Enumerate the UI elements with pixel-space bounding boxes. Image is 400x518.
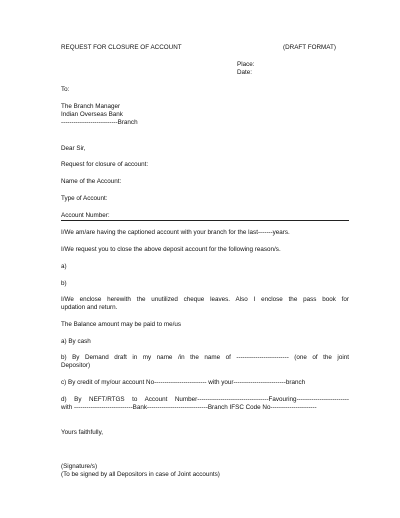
salutation: Dear Sir, xyxy=(61,145,86,152)
account-number-underline xyxy=(61,220,349,221)
neft-text-1: d) By NEFT/RTGS to Account Number----------------------------------Favouring------------------------- xyxy=(61,396,349,403)
paragraph-enclosures-line-2: updation and return. xyxy=(61,304,118,311)
account-number-field: Account Number: xyxy=(61,212,110,219)
option-demand-draft-line-2: Depositor) xyxy=(61,362,91,369)
closing-line: Yours faithfully, xyxy=(61,429,104,436)
letter-title: REQUEST FOR CLOSURE OF ACCOUNT xyxy=(61,44,182,51)
place-label: Place: xyxy=(237,61,255,68)
option-neft-line-1 xyxy=(61,396,349,404)
option-credit-account: c) By credit of my/our account No------------------------- with your-------------------------branch xyxy=(61,379,306,386)
to-label: To: xyxy=(61,86,70,93)
option-neft-line-2: with ----------------------------Bank-----------------------------Branch IFSC Code No---------------------- xyxy=(61,404,317,411)
option-cash: a) By cash xyxy=(61,338,91,345)
reason-a: a) xyxy=(61,263,67,270)
account-type-field: Type of Account: xyxy=(61,195,108,202)
signature-label: (Signature/s) xyxy=(61,463,98,470)
address-line-3: ---------------------------Branch xyxy=(61,119,138,126)
date-label: Date: xyxy=(237,69,253,76)
demand-draft-text: b) By Demand draft in my name /in the name of ------------------------- (one of the joint xyxy=(61,354,349,361)
paragraph-close-request: I/We request you to close the above deposit account for the following reason/s. xyxy=(61,246,281,253)
account-name-field: Name of the Account: xyxy=(61,178,122,185)
paragraph-enclosures-line-1 xyxy=(61,296,349,304)
signature-note: (To be signed by all Depositors in case of Joint accounts) xyxy=(61,471,220,478)
subject-line: Request for closure of account: xyxy=(61,161,149,168)
reason-b: b) xyxy=(61,280,67,287)
address-line-1: The Branch Manager xyxy=(61,103,121,110)
enclosures-text-1: I/We enclose herewith the unutilized cheque leaves. Also I enclose the pass book for xyxy=(61,296,349,303)
draft-format-label: (DRAFT FORMAT) xyxy=(283,44,336,51)
paragraph-account-held: I/We am/are having the captioned account with your branch for the last-------years. xyxy=(61,229,290,236)
option-demand-draft-line-1 xyxy=(61,354,349,362)
paragraph-balance: The Balance amount may be paid to me/us xyxy=(61,321,182,328)
address-line-2: Indian Overseas Bank xyxy=(61,111,123,118)
